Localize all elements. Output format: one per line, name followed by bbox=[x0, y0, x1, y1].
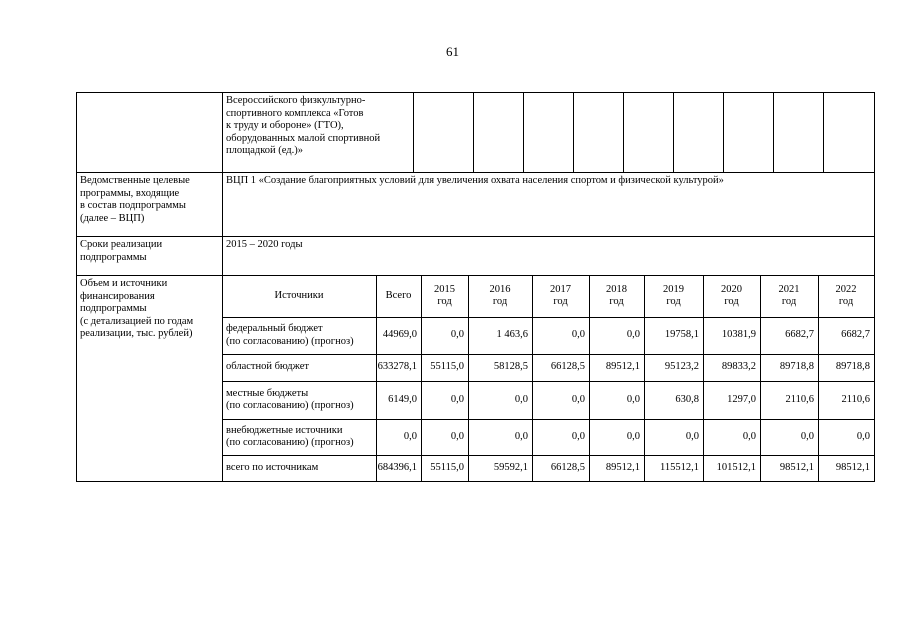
gto-value-cell bbox=[573, 92, 623, 172]
funding-value-cell-text: 0,0 bbox=[571, 329, 585, 341]
gto-column-divider bbox=[673, 92, 674, 173]
funding-header-cell bbox=[376, 275, 421, 317]
gto-column-divider bbox=[773, 92, 774, 173]
funding-value-cell bbox=[532, 381, 589, 419]
terms-label-text: Сроки реализации подпрограммы bbox=[80, 239, 163, 263]
funding-label bbox=[76, 275, 222, 481]
funding-value-cell bbox=[760, 381, 818, 419]
funding-value-cell-text: 0,0 bbox=[450, 393, 464, 405]
vcp-value bbox=[222, 172, 874, 236]
funding-value-cell bbox=[644, 317, 703, 354]
funding-value-cell-text: 0,0 bbox=[450, 329, 464, 341]
funding-value-cell bbox=[532, 317, 589, 354]
gto-column-divider bbox=[413, 92, 414, 173]
funding-row-divider bbox=[222, 455, 875, 456]
funding-value-cell bbox=[421, 317, 468, 354]
vcp-label bbox=[76, 172, 222, 236]
table-border-right bbox=[874, 92, 875, 482]
funding-value-cell-text: 1297,0 bbox=[727, 393, 756, 405]
funding-value-cell bbox=[468, 455, 532, 481]
funding-value-cell bbox=[644, 381, 703, 419]
funding-value-cell-text: 95123,2 bbox=[664, 361, 699, 373]
funding-value-cell bbox=[589, 455, 644, 481]
funding-header-cell-text: 2020 год bbox=[721, 283, 742, 307]
funding-source-label bbox=[222, 317, 376, 354]
funding-header-cell bbox=[818, 275, 874, 317]
funding-value-cell-text: 0,0 bbox=[856, 430, 870, 442]
funding-value-cell-text: 98512,1 bbox=[779, 461, 814, 473]
funding-value-cell bbox=[760, 354, 818, 381]
funding-value-cell bbox=[703, 354, 760, 381]
funding-header-cell-text: 2021 год bbox=[778, 283, 800, 307]
rule-line bbox=[76, 172, 875, 173]
funding-value-cell bbox=[468, 354, 532, 381]
funding-value-cell bbox=[703, 381, 760, 419]
funding-value-cell bbox=[760, 419, 818, 455]
rule-line bbox=[76, 236, 875, 237]
funding-value-cell-text: 0,0 bbox=[626, 329, 640, 341]
funding-value-cell-text: 6149,0 bbox=[388, 393, 417, 405]
gto-value-cell bbox=[413, 92, 473, 172]
funding-header-cell-text: 2022 год bbox=[835, 283, 857, 307]
funding-value-cell-text: 0,0 bbox=[571, 393, 585, 405]
gto-column-divider bbox=[573, 92, 574, 173]
funding-value-cell-text: 684396,1 bbox=[377, 461, 417, 473]
funding-source-label-text: федеральный бюджет (по согласованию) (прогноз) bbox=[226, 323, 354, 347]
funding-value-cell bbox=[376, 354, 421, 381]
funding-value-cell-text: 0,0 bbox=[450, 430, 464, 442]
funding-value-cell-text: 55115,0 bbox=[430, 361, 464, 373]
funding-value-cell bbox=[376, 455, 421, 481]
funding-header-cell-text: 2015 год bbox=[434, 283, 455, 307]
funding-value-cell bbox=[376, 381, 421, 419]
funding-column-divider bbox=[644, 275, 645, 482]
funding-row-divider bbox=[222, 419, 875, 420]
funding-value-cell-text: 0,0 bbox=[514, 393, 528, 405]
funding-label-text: Объем и источники финансирования подпрограммы (с детализацией по годам реализации, тыс. рублей) bbox=[80, 278, 194, 339]
funding-value-cell-text: 115512,1 bbox=[660, 461, 699, 473]
gto-value-cell bbox=[723, 92, 773, 172]
funding-value-cell bbox=[818, 354, 874, 381]
funding-row-divider bbox=[222, 381, 875, 382]
funding-value-cell bbox=[818, 419, 874, 455]
funding-header-cell bbox=[421, 275, 468, 317]
funding-value-cell bbox=[818, 317, 874, 354]
funding-header-cell-text: 2018 год bbox=[606, 283, 627, 307]
funding-value-cell-text: 2110,6 bbox=[785, 393, 814, 405]
funding-source-label bbox=[222, 354, 376, 381]
funding-value-cell bbox=[589, 381, 644, 419]
funding-header-cell bbox=[703, 275, 760, 317]
funding-header-cell bbox=[222, 275, 376, 317]
funding-value-cell-text: 59592,1 bbox=[493, 461, 528, 473]
table-border-top bbox=[76, 92, 875, 93]
funding-column-divider bbox=[589, 275, 590, 482]
funding-value-cell-text: 6682,7 bbox=[841, 329, 870, 341]
funding-value-cell bbox=[468, 317, 532, 354]
funding-column-divider bbox=[532, 275, 533, 482]
funding-value-cell-text: 0,0 bbox=[742, 430, 756, 442]
funding-value-cell-text: 0,0 bbox=[514, 430, 528, 442]
gto-value-cell bbox=[673, 92, 723, 172]
funding-header-cell bbox=[760, 275, 818, 317]
gto-column-divider bbox=[623, 92, 624, 173]
gto-column-divider bbox=[473, 92, 474, 173]
funding-value-cell bbox=[421, 455, 468, 481]
funding-value-cell-text: 0,0 bbox=[800, 430, 814, 442]
funding-value-cell bbox=[532, 455, 589, 481]
funding-column-divider bbox=[421, 275, 422, 482]
funding-source-label-text: всего по источникам bbox=[226, 461, 319, 473]
funding-source-label bbox=[222, 455, 376, 481]
funding-header-cell-text: Всего bbox=[385, 289, 412, 301]
gto-value-cell bbox=[473, 92, 523, 172]
page-number: 61 bbox=[446, 44, 459, 59]
funding-value-cell-text: 89718,8 bbox=[835, 361, 870, 373]
funding-value-cell bbox=[421, 354, 468, 381]
funding-value-cell bbox=[644, 419, 703, 455]
funding-value-cell bbox=[532, 354, 589, 381]
funding-column-divider bbox=[468, 275, 469, 482]
gto-column-divider bbox=[723, 92, 724, 173]
gto-column-divider bbox=[823, 92, 824, 173]
funding-value-cell-text: 98512,1 bbox=[835, 461, 870, 473]
funding-value-cell bbox=[703, 317, 760, 354]
funding-value-cell bbox=[760, 317, 818, 354]
terms-value-text: 2015 – 2020 годы bbox=[226, 239, 303, 250]
funding-value-cell-text: 6682,7 bbox=[785, 329, 814, 341]
funding-value-cell-text: 10381,9 bbox=[721, 329, 756, 341]
funding-value-cell-text: 89833,2 bbox=[721, 361, 756, 373]
rule-line bbox=[76, 275, 875, 276]
funding-header-cell bbox=[468, 275, 532, 317]
funding-value-cell-text: 630,8 bbox=[675, 393, 699, 405]
funding-value-cell bbox=[818, 455, 874, 481]
table-border-bottom bbox=[76, 481, 875, 482]
funding-header-cell bbox=[644, 275, 703, 317]
funding-column-divider bbox=[376, 275, 377, 482]
funding-column-divider bbox=[703, 275, 704, 482]
funding-value-cell-text: 58128,5 bbox=[493, 361, 528, 373]
funding-value-cell bbox=[421, 381, 468, 419]
funding-value-cell-text: 0,0 bbox=[626, 393, 640, 405]
funding-value-cell-text: 19758,1 bbox=[664, 329, 699, 341]
funding-value-cell bbox=[703, 419, 760, 455]
funding-value-cell-text: 55115,0 bbox=[430, 461, 464, 473]
gto-value-cell bbox=[773, 92, 823, 172]
gto-value-cell bbox=[523, 92, 573, 172]
table-border-left bbox=[76, 92, 77, 482]
vcp-value-text: ВЦП 1 «Создание благоприятных условий для увеличения охвата населения спортом и физической культурой» bbox=[226, 175, 724, 186]
funding-value-cell-text: 66128,5 bbox=[550, 361, 585, 373]
funding-value-cell-text: 89718,8 bbox=[779, 361, 814, 373]
funding-value-cell-text: 101512,1 bbox=[716, 461, 756, 473]
vcp-label-text: Ведомственные целевые программы, входящие в состав подпрограммы (далее – ВЦП) bbox=[80, 175, 190, 224]
funding-source-label-text: местные бюджеты (по согласованию) (прогноз) bbox=[226, 387, 354, 411]
funding-value-cell-text: 89512,1 bbox=[605, 461, 640, 473]
funding-value-cell bbox=[468, 381, 532, 419]
funding-value-cell-text: 0,0 bbox=[571, 430, 585, 442]
funding-value-cell bbox=[421, 419, 468, 455]
gto-value-cell bbox=[623, 92, 673, 172]
funding-value-cell bbox=[468, 419, 532, 455]
funding-value-cell-text: 1 463,6 bbox=[496, 329, 528, 341]
funding-header-cell-text: 2017 год bbox=[550, 283, 571, 307]
funding-header-cell-text: 2016 год bbox=[489, 283, 511, 307]
funding-column-divider bbox=[818, 275, 819, 482]
funding-value-cell-text: 0,0 bbox=[685, 430, 699, 442]
funding-value-cell-text: 89512,1 bbox=[605, 361, 640, 373]
funding-value-cell bbox=[376, 317, 421, 354]
funding-value-cell bbox=[760, 455, 818, 481]
funding-source-label bbox=[222, 419, 376, 455]
funding-row-divider bbox=[222, 354, 875, 355]
funding-value-cell-text: 2110,6 bbox=[841, 393, 870, 405]
funding-value-cell-text: 0,0 bbox=[626, 430, 640, 442]
gto-description-cell-text: Всероссийского физкультурно- спортивного комплекса «Готов к труду и обороне» (ГТО), оборудованных малой спортивной площадкой (ед.)» bbox=[226, 95, 381, 156]
terms-label bbox=[76, 236, 222, 275]
funding-header-cell bbox=[589, 275, 644, 317]
funding-value-cell bbox=[644, 455, 703, 481]
funding-source-label bbox=[222, 381, 376, 419]
funding-value-cell bbox=[589, 354, 644, 381]
funding-value-cell bbox=[644, 354, 703, 381]
funding-value-cell-text: 0,0 bbox=[403, 430, 417, 442]
funding-value-cell bbox=[589, 419, 644, 455]
funding-value-cell-text: 633278,1 bbox=[377, 361, 417, 373]
funding-value-cell-text: 44969,0 bbox=[382, 329, 417, 341]
funding-source-label-text: областной бюджет bbox=[226, 361, 309, 373]
funding-header-cell-text: Источники bbox=[274, 289, 324, 301]
funding-column-divider bbox=[760, 275, 761, 482]
funding-source-label-text: внебюджетные источники (по согласованию) (прогноз) bbox=[226, 424, 354, 448]
funding-value-cell bbox=[532, 419, 589, 455]
funding-row-divider bbox=[222, 317, 875, 318]
funding-header-cell-text: 2019 год bbox=[663, 283, 684, 307]
funding-value-cell-text: 66128,5 bbox=[550, 461, 585, 473]
label-column-divider bbox=[222, 92, 223, 482]
funding-value-cell bbox=[376, 419, 421, 455]
gto-description-cell bbox=[222, 92, 413, 172]
funding-value-cell bbox=[818, 381, 874, 419]
gto-column-divider bbox=[523, 92, 524, 173]
funding-value-cell bbox=[589, 317, 644, 354]
funding-value-cell bbox=[703, 455, 760, 481]
gto-value-cell bbox=[823, 92, 874, 172]
funding-header-cell bbox=[532, 275, 589, 317]
terms-value bbox=[222, 236, 874, 275]
